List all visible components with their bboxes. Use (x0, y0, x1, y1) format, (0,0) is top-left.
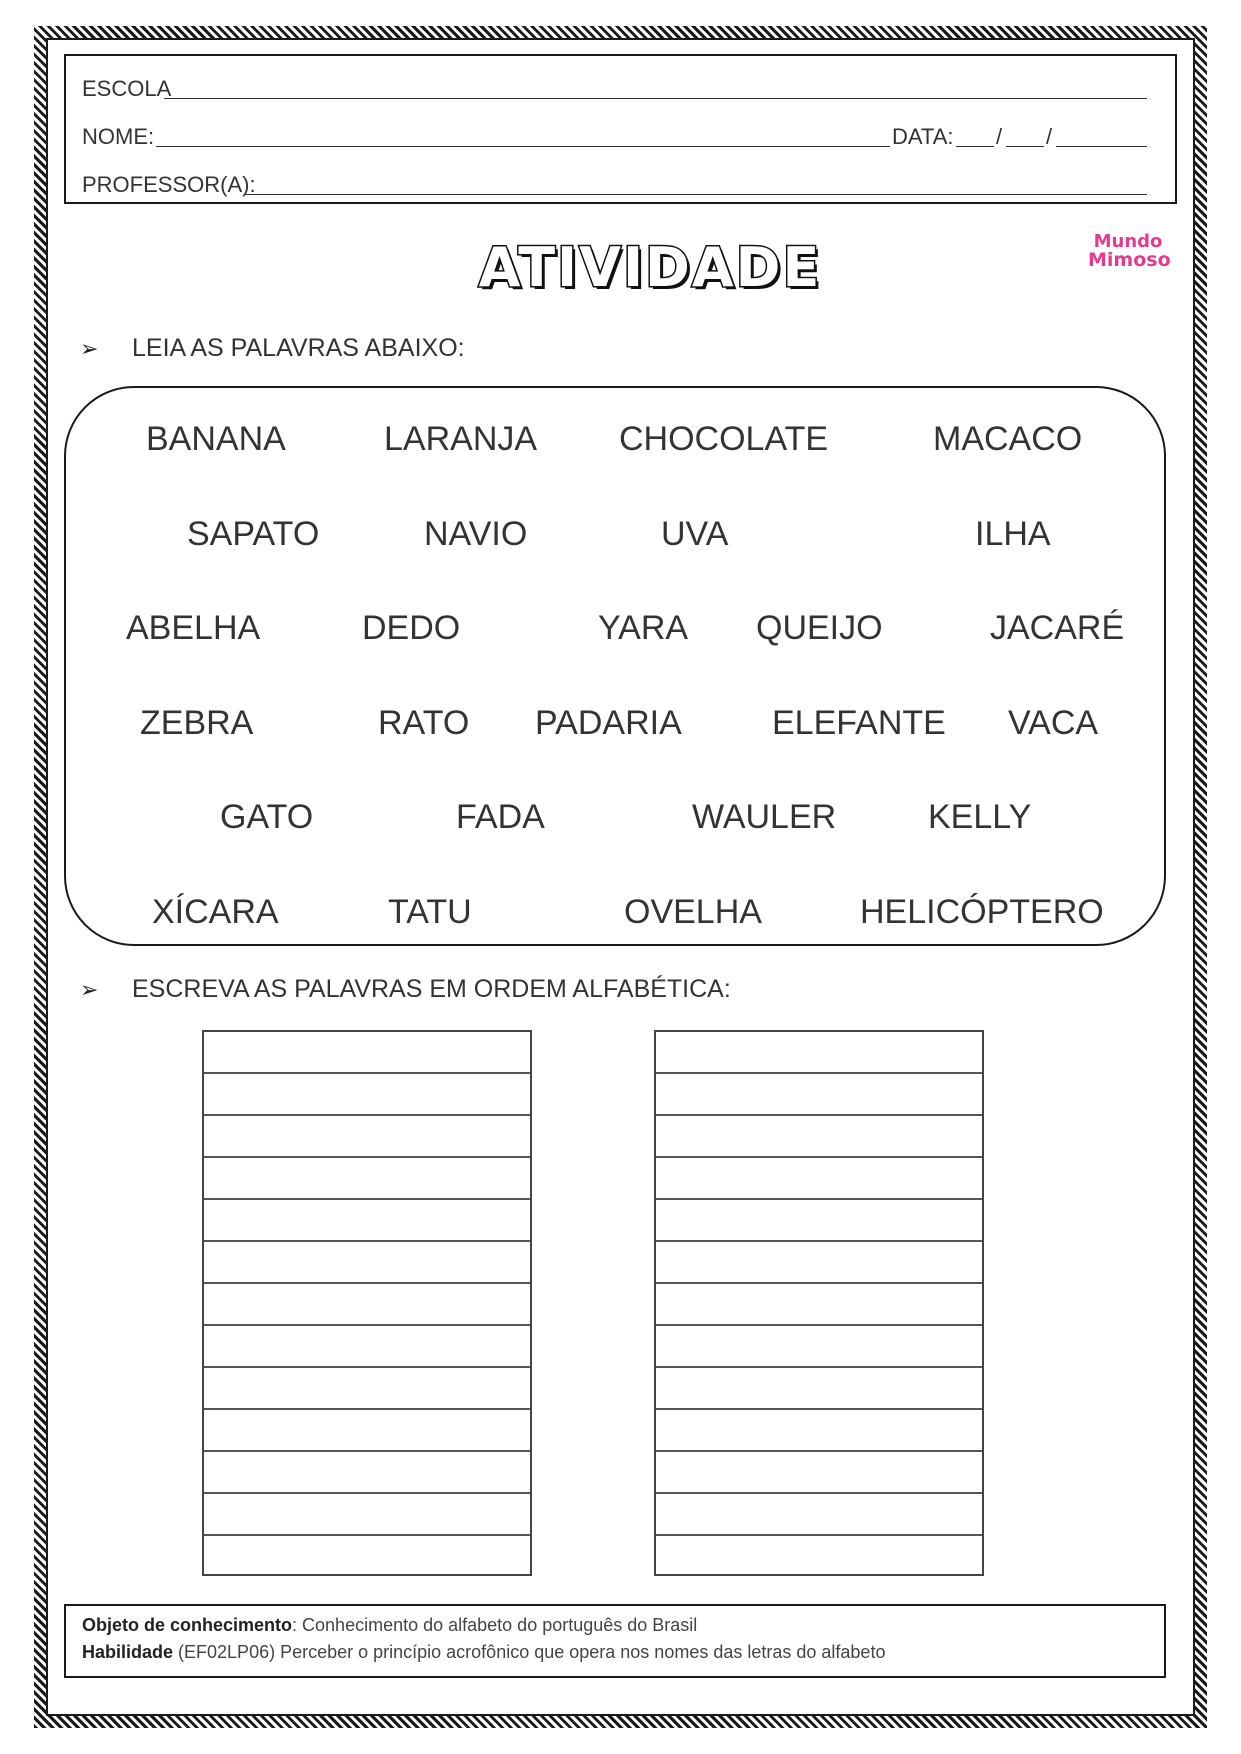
word: KELLY (928, 798, 1032, 836)
date-month-line[interactable] (1006, 146, 1044, 147)
word: LARANJA (384, 420, 538, 458)
word: FADA (456, 798, 545, 836)
footer-objeto (82, 1615, 697, 1636)
objeto-label: Objeto de conhecimento (82, 1615, 293, 1635)
word: UVA (661, 515, 729, 553)
logo-line-2: Mimoso (1088, 249, 1171, 271)
word: SAPATO (187, 515, 320, 553)
word: BANANA (146, 420, 286, 458)
instruction-write-text: ESCREVA AS PALAVRAS EM ORDEM ALFABÉTICA: (132, 975, 731, 1003)
name-label: NOME: (82, 124, 155, 149)
instruction-write (80, 975, 731, 1004)
word: MACACO (933, 420, 1083, 458)
arrow-bullet-icon: ➢ (80, 977, 99, 1002)
school-line[interactable] (164, 98, 1147, 99)
instruction-read-text: LEIA AS PALAVRAS ABAIXO: (132, 334, 465, 362)
word: YARA (598, 609, 689, 647)
footer-habilidade (82, 1642, 885, 1663)
date-day-line[interactable] (956, 146, 994, 147)
writing-column-right[interactable] (654, 1030, 984, 1576)
objeto-text: : Conhecimento do alfabeto do português do Brasil (292, 1615, 698, 1635)
brand-logo (1088, 231, 1171, 271)
word: XÍCARA (152, 893, 279, 931)
logo-line-1: Mundo (1093, 231, 1163, 252)
footer-box (64, 1604, 1166, 1678)
word: ILHA (975, 515, 1051, 553)
teacher-line[interactable] (244, 194, 1147, 195)
page-title: ATIVIDADE (478, 236, 822, 299)
word: VACA (1008, 704, 1099, 742)
word: WAULER (692, 798, 837, 836)
word: ZEBRA (140, 704, 254, 742)
name-line[interactable] (156, 146, 890, 147)
instruction-read (80, 334, 465, 363)
word: GATO (220, 798, 314, 836)
word: CHOCOLATE (619, 420, 829, 458)
word: QUEIJO (756, 609, 883, 647)
word: RATO (378, 704, 470, 742)
word: OVELHA (624, 893, 762, 931)
word: PADARIA (535, 704, 682, 742)
word: HELICÓPTERO (860, 893, 1104, 931)
teacher-label: PROFESSOR(A): (82, 172, 256, 197)
habilidade-text: (EF02LP06) Perceber o princípio acrofônico que opera nos nomes das letras do alfabeto (173, 1642, 886, 1662)
date-label: DATA: (892, 124, 954, 149)
word: JACARÉ (990, 609, 1125, 647)
word: ABELHA (126, 609, 261, 647)
word: ELEFANTE (772, 704, 946, 742)
date-year-line[interactable] (1056, 146, 1147, 147)
habilidade-label: Habilidade (82, 1642, 174, 1662)
writing-column-left[interactable] (202, 1030, 532, 1576)
word: DEDO (362, 609, 461, 647)
date-separator: / (996, 124, 1003, 149)
school-label: ESCOLA (82, 76, 172, 101)
word-box (64, 386, 1166, 946)
date-separator: / (1046, 124, 1053, 149)
word: TATU (388, 893, 472, 931)
word: NAVIO (424, 515, 528, 553)
arrow-bullet-icon: ➢ (80, 336, 99, 361)
